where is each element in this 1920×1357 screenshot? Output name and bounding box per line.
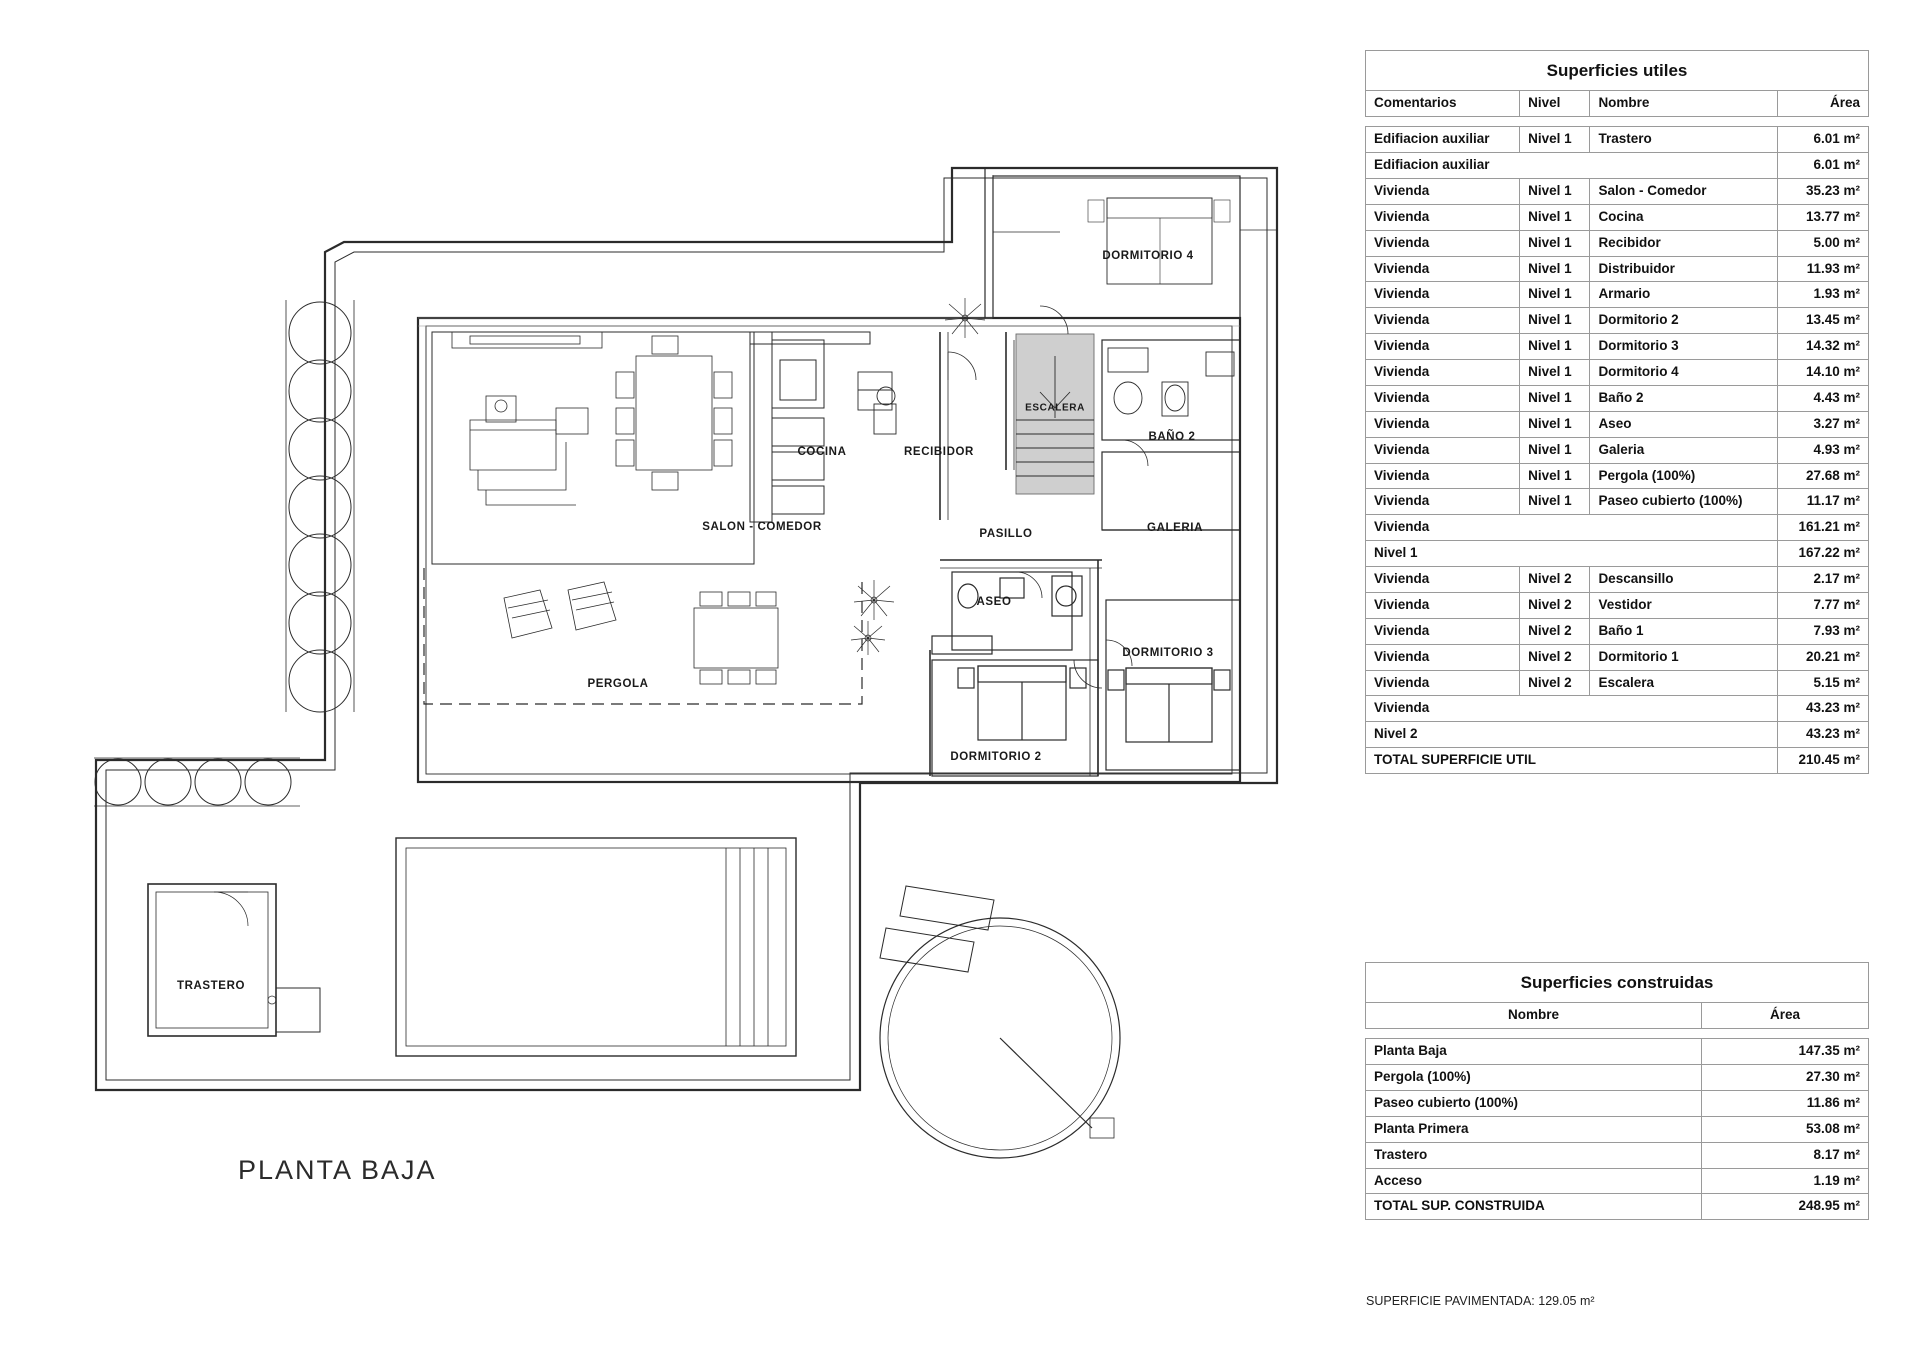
cell-nombre: Acceso: [1366, 1168, 1702, 1194]
cell-comentarios: Vivienda: [1366, 385, 1520, 411]
cell-nombre: Trastero: [1590, 127, 1777, 153]
col-area: Área: [1702, 1003, 1869, 1029]
cell-nombre: Salon - Comedor: [1590, 178, 1777, 204]
cell-nivel: Nivel 1: [1520, 385, 1590, 411]
cell-nombre: Escalera: [1590, 670, 1777, 696]
col-area: Área: [1777, 91, 1868, 117]
cell-area: 53.08 m²: [1702, 1116, 1869, 1142]
table-superficies-utiles: [1365, 50, 1869, 774]
cell-nivel: Nivel 2: [1520, 670, 1590, 696]
col-nombre: Nombre: [1366, 1003, 1702, 1029]
cell-nivel: Nivel 1: [1520, 127, 1590, 153]
col-comentarios: Comentarios: [1366, 91, 1520, 117]
table-header-row: [1366, 91, 1869, 117]
cell-area: 11.17 m²: [1777, 489, 1868, 515]
table-row: [1366, 256, 1869, 282]
cell-subtotal-label: Nivel 1: [1366, 541, 1778, 567]
room-label-salon-comedor: SALON - COMEDOR: [702, 521, 822, 533]
table-utiles-title: Superficies utiles: [1366, 51, 1869, 91]
room-label-pergola: PERGOLA: [587, 678, 649, 690]
table-row: [1366, 567, 1869, 593]
cell-nivel: Nivel 2: [1520, 567, 1590, 593]
cell-area: 1.19 m²: [1702, 1168, 1869, 1194]
cell-subtotal-label: Edifiacion auxiliar: [1366, 153, 1778, 179]
cell-nombre: Dormitorio 1: [1590, 644, 1777, 670]
table-row: [1366, 437, 1869, 463]
cell-nivel: Nivel 1: [1520, 308, 1590, 334]
cell-area: 8.17 m²: [1702, 1142, 1869, 1168]
room-label-aseo: ASEO: [976, 596, 1012, 608]
cell-nombre: Descansillo: [1590, 567, 1777, 593]
cell-area: 7.77 m²: [1777, 592, 1868, 618]
cell-nivel: Nivel 1: [1520, 230, 1590, 256]
cell-subtotal-label: Vivienda: [1366, 515, 1778, 541]
cell-nombre: Paseo cubierto (100%): [1366, 1090, 1702, 1116]
cell-comentarios: Vivienda: [1366, 334, 1520, 360]
table-subtotal-row: [1366, 541, 1869, 567]
cell-nivel: Nivel 2: [1520, 592, 1590, 618]
table-row: [1366, 411, 1869, 437]
table-row: [1366, 282, 1869, 308]
cell-subtotal-label: Vivienda: [1366, 696, 1778, 722]
cell-subtotal-label: Nivel 2: [1366, 722, 1778, 748]
cell-area: 4.43 m²: [1777, 385, 1868, 411]
cell-subtotal-area: 6.01 m²: [1777, 153, 1868, 179]
cell-comentarios: Vivienda: [1366, 282, 1520, 308]
cell-nivel: Nivel 1: [1520, 334, 1590, 360]
cell-nivel: Nivel 1: [1520, 282, 1590, 308]
table-title-row: [1366, 51, 1869, 91]
cell-nivel: Nivel 1: [1520, 178, 1590, 204]
cell-area: 35.23 m²: [1777, 178, 1868, 204]
cell-nombre: Trastero: [1366, 1142, 1702, 1168]
cell-nombre: Dormitorio 2: [1590, 308, 1777, 334]
cell-area: 7.93 m²: [1777, 618, 1868, 644]
room-label-trastero: TRASTERO: [176, 980, 246, 992]
table-subtotal-row: [1366, 722, 1869, 748]
cell-comentarios: Vivienda: [1366, 618, 1520, 644]
cell-comentarios: Vivienda: [1366, 437, 1520, 463]
cell-nombre: Galeria: [1590, 437, 1777, 463]
cell-comentarios: Vivienda: [1366, 644, 1520, 670]
cell-nivel: Nivel 1: [1520, 437, 1590, 463]
table-row: [1366, 334, 1869, 360]
cell-nombre: Planta Primera: [1366, 1116, 1702, 1142]
cell-area: 20.21 m²: [1777, 644, 1868, 670]
table-row: [1366, 1039, 1869, 1065]
cell-comentarios: Vivienda: [1366, 567, 1520, 593]
cell-area: 11.93 m²: [1777, 256, 1868, 282]
cell-nivel: Nivel 2: [1520, 618, 1590, 644]
cell-comentarios: Vivienda: [1366, 411, 1520, 437]
plan-title: PLANTA BAJA: [238, 1155, 437, 1185]
cell-comentarios: Vivienda: [1366, 308, 1520, 334]
cell-nombre: Cocina: [1590, 204, 1777, 230]
room-label-recibidor: RECIBIDOR: [904, 446, 974, 458]
cell-comentarios: Vivienda: [1366, 592, 1520, 618]
cell-comentarios: Vivienda: [1366, 256, 1520, 282]
cell-nivel: Nivel 1: [1520, 256, 1590, 282]
table-row: [1366, 1116, 1869, 1142]
table-row: [1366, 1065, 1869, 1091]
table-row: [1366, 1168, 1869, 1194]
room-label-bano-2: BAÑO 2: [1148, 431, 1196, 443]
cell-nombre: Baño 1: [1590, 618, 1777, 644]
cell-subtotal-area: 167.22 m²: [1777, 541, 1868, 567]
cell-comentarios: Edifiacion auxiliar: [1366, 127, 1520, 153]
cell-nombre: Pergola (100%): [1366, 1065, 1702, 1091]
cell-comentarios: Vivienda: [1366, 204, 1520, 230]
cell-total-label: TOTAL SUP. CONSTRUIDA: [1366, 1194, 1702, 1220]
cell-nombre: Paseo cubierto (100%): [1590, 489, 1777, 515]
cell-nombre: Planta Baja: [1366, 1039, 1702, 1065]
cell-area: 27.68 m²: [1777, 463, 1868, 489]
cell-nivel: Nivel 1: [1520, 204, 1590, 230]
cell-nivel: Nivel 1: [1520, 463, 1590, 489]
cell-nombre: Armario: [1590, 282, 1777, 308]
cell-comentarios: Vivienda: [1366, 178, 1520, 204]
cell-comentarios: Vivienda: [1366, 360, 1520, 386]
table-row: [1366, 178, 1869, 204]
room-label-escalera: ESCALERA: [1025, 402, 1085, 414]
cell-nombre: Pergola (100%): [1590, 463, 1777, 489]
room-label-dormitorio-3: DORMITORIO 3: [1122, 647, 1214, 659]
cell-nombre: Vestidor: [1590, 592, 1777, 618]
table-subtotal-row: [1366, 153, 1869, 179]
cell-area: 11.86 m²: [1702, 1090, 1869, 1116]
cell-area: 4.93 m²: [1777, 437, 1868, 463]
table-row: [1366, 1142, 1869, 1168]
table-row: [1366, 644, 1869, 670]
cell-area: 3.27 m²: [1777, 411, 1868, 437]
table-row: [1366, 127, 1869, 153]
footnote-superficie-pavimentada: SUPERFICIE PAVIMENTADA: 129.05 m²: [1366, 1294, 1595, 1308]
cell-area: 2.17 m²: [1777, 567, 1868, 593]
cell-nombre: Recibidor: [1590, 230, 1777, 256]
cell-area: 14.10 m²: [1777, 360, 1868, 386]
table-row: [1366, 489, 1869, 515]
cell-nivel: Nivel 1: [1520, 489, 1590, 515]
room-label-dormitorio-4: DORMITORIO 4: [1102, 250, 1194, 262]
cell-nombre: Distribuidor: [1590, 256, 1777, 282]
cell-comentarios: Vivienda: [1366, 670, 1520, 696]
cell-area: 14.32 m²: [1777, 334, 1868, 360]
cell-area: 13.45 m²: [1777, 308, 1868, 334]
cell-comentarios: Vivienda: [1366, 230, 1520, 256]
table-row: [1366, 204, 1869, 230]
table-total-row: [1366, 1194, 1869, 1220]
cell-area: 1.93 m²: [1777, 282, 1868, 308]
cell-area: 27.30 m²: [1702, 1065, 1869, 1091]
room-label-cocina: COCINA: [797, 446, 847, 458]
cell-area: 13.77 m²: [1777, 204, 1868, 230]
cell-total-area: 210.45 m²: [1777, 748, 1868, 774]
cell-nombre: Dormitorio 4: [1590, 360, 1777, 386]
table-row: [1366, 360, 1869, 386]
cell-comentarios: Vivienda: [1366, 463, 1520, 489]
area-schedules: [1352, 0, 1920, 1357]
table-row: [1366, 670, 1869, 696]
cell-subtotal-area: 43.23 m²: [1777, 696, 1868, 722]
table-construidas-title: Superficies construidas: [1366, 963, 1869, 1003]
room-label-galeria: GALERIA: [1147, 522, 1203, 534]
room-label-pasillo: PASILLO: [979, 528, 1033, 540]
table-superficies-construidas: [1365, 962, 1869, 1220]
table-row: [1366, 618, 1869, 644]
table-row: [1366, 463, 1869, 489]
room-label-dormitorio-2: DORMITORIO 2: [950, 751, 1042, 763]
cell-nombre: Dormitorio 3: [1590, 334, 1777, 360]
table-row: [1366, 592, 1869, 618]
cell-comentarios: Vivienda: [1366, 489, 1520, 515]
table-row: [1366, 1090, 1869, 1116]
cell-area: 147.35 m²: [1702, 1039, 1869, 1065]
col-nombre: Nombre: [1590, 91, 1777, 117]
table-row: [1366, 230, 1869, 256]
cell-area: 5.00 m²: [1777, 230, 1868, 256]
cell-area: 5.15 m²: [1777, 670, 1868, 696]
table-row: [1366, 308, 1869, 334]
col-nivel: Nivel: [1520, 91, 1590, 117]
cell-nivel: Nivel 1: [1520, 411, 1590, 437]
cell-nivel: Nivel 1: [1520, 360, 1590, 386]
table-subtotal-row: [1366, 515, 1869, 541]
cell-subtotal-area: 43.23 m²: [1777, 722, 1868, 748]
cell-subtotal-area: 161.21 m²: [1777, 515, 1868, 541]
table-row: [1366, 385, 1869, 411]
cell-nombre: Aseo: [1590, 411, 1777, 437]
table-header-row: [1366, 1003, 1869, 1029]
cell-total-label: TOTAL SUPERFICIE UTIL: [1366, 748, 1778, 774]
table-total-row: [1366, 748, 1869, 774]
table-title-row: [1366, 963, 1869, 1003]
cell-nombre: Baño 2: [1590, 385, 1777, 411]
cell-area: 6.01 m²: [1777, 127, 1868, 153]
cell-total-area: 248.95 m²: [1702, 1194, 1869, 1220]
table-subtotal-row: [1366, 696, 1869, 722]
cell-nivel: Nivel 2: [1520, 644, 1590, 670]
